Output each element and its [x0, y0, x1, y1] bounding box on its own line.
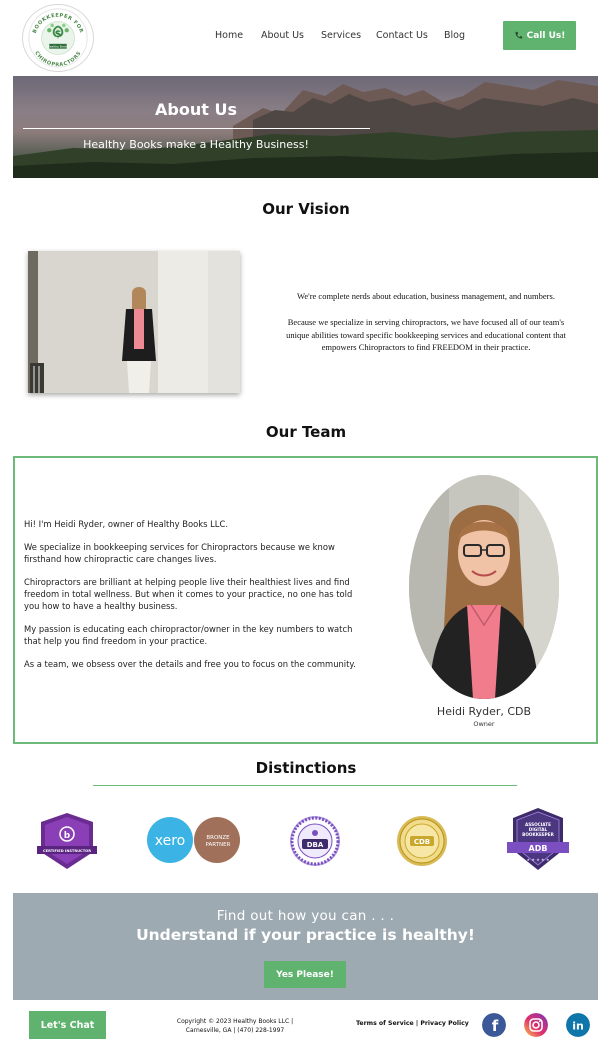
vision-title: Our Vision — [262, 200, 350, 218]
copyright-line: Copyright © 2023 Healthy Books LLC | — [176, 1018, 294, 1025]
facebook-icon[interactable] — [482, 1013, 506, 1037]
team-title: Our Team — [265, 423, 347, 441]
badge-label: CDB — [413, 838, 431, 846]
legal-separator: | — [415, 1020, 419, 1027]
vision-paragraph-2-line: unique abilities toward specific bookkeeping services and educational content that — [286, 329, 566, 340]
vision-paragraph-1: We're complete nerds about education, business management, and numbers. — [297, 291, 555, 301]
team-paragraph: We specialize in bookkeeping services for Chiropractors because we know firsthand how chiropractic care changes lives. — [24, 542, 335, 564]
adb-badge — [505, 806, 571, 872]
cta-line-1: Find out how you can . . . — [216, 908, 395, 924]
logo-graphic — [23, 5, 93, 71]
linkedin-icon[interactable] — [566, 1013, 590, 1037]
svg-text:b: b — [63, 831, 71, 841]
vision-paragraph-2 — [262, 316, 590, 354]
team-paragraph: My passion is educating each chiropractor/owner in the key numbers to watch that help you find freedom in your practice. — [24, 624, 353, 646]
nav-home[interactable]: Home — [215, 30, 244, 41]
team-paragraph: As a team, we obsess over the details and free you to focus on the community. — [24, 659, 356, 669]
call-us-button[interactable] — [503, 21, 576, 50]
cta-line-2: Understand if your practice is healthy! — [136, 926, 475, 944]
svg-text:f: f — [491, 1017, 499, 1035]
hero-divider — [23, 128, 370, 129]
svg-text:in: in — [572, 1019, 584, 1033]
bookkeeper-certified-instructor-badge — [37, 812, 97, 870]
nav-contact-us[interactable]: Contact Us — [376, 30, 428, 41]
badge-line: ASSOCIATE — [525, 822, 551, 827]
partner-line: PARTNER — [205, 842, 231, 848]
partner-line: BRONZE — [206, 835, 230, 841]
mountain-landscape-image — [13, 76, 598, 178]
nav-about-us[interactable]: About Us — [261, 30, 305, 41]
vision-paragraph-2-line: Because we specialize in serving chiropractors, we have focused all of our team's — [287, 317, 565, 327]
site-logo[interactable] — [22, 4, 94, 72]
yes-please-button[interactable]: Yes Please! — [264, 961, 346, 988]
logo-ring-text-top: BOOKKEEPER FOR — [31, 12, 85, 35]
team-paragraph: Chiropractors are brilliant at helping people live their healthiest lives and find freedom in total wellness. But when it comes to your practice, no one has told you how to have a healthy business. — [24, 577, 353, 611]
distinctions-title: Distinctions — [255, 759, 357, 777]
lets-chat-button[interactable]: Let's Chat — [29, 1011, 106, 1039]
nav-blog[interactable]: Blog — [444, 30, 465, 41]
terms-link[interactable]: Terms of Service — [356, 1020, 414, 1027]
hero-title: About Us — [155, 100, 237, 119]
logo-ring-text-bottom: CHIROPRACTORS — [33, 50, 83, 69]
vision-photo — [28, 251, 240, 393]
legal-links — [356, 1020, 469, 1027]
team-member-photo — [409, 475, 559, 699]
dba-badge — [289, 815, 341, 867]
badge-label: DBA — [306, 841, 324, 849]
phone-icon — [514, 31, 523, 40]
team-member-name: Heidi Ryder, CDB — [436, 705, 532, 718]
logo-inner-label: Healthy Books — [47, 44, 69, 49]
team-member-role: Owner — [473, 720, 495, 728]
badge-line: BOOKKEEPER — [522, 832, 554, 837]
contact-line: Carnesville, GA | (470) 228-1997 — [185, 1027, 285, 1034]
xero-wordmark: xero — [154, 833, 186, 849]
xero-bronze-partner-badge — [146, 816, 242, 864]
privacy-link[interactable]: Privacy Policy — [420, 1020, 469, 1027]
hero-subtitle: Healthy Books make a Healthy Business! — [83, 138, 309, 151]
instagram-icon[interactable] — [524, 1013, 548, 1037]
cdb-badge — [396, 815, 448, 867]
vision-paragraph-2-line: empowers Chiropractors to find FREEDOM in their practice. — [321, 342, 531, 352]
hero-banner — [13, 76, 598, 178]
svg-text:★ ★ ★ ★ ★: ★ ★ ★ ★ ★ — [526, 857, 550, 862]
copyright — [160, 1017, 310, 1035]
site-header — [0, 0, 612, 74]
call-us-label: Call Us! — [526, 30, 566, 41]
badge-label: CERTIFIED INSTRUCTOR — [43, 849, 91, 853]
cta-banner — [13, 893, 598, 1000]
nav-services[interactable]: Services — [321, 30, 362, 41]
team-paragraph: Hi! I'm Heidi Ryder, owner of Healthy Books LLC. — [24, 519, 228, 529]
badge-label: ADB — [528, 844, 548, 853]
svg-text:$: $ — [54, 29, 62, 41]
badge-line: DIGITAL — [528, 827, 548, 832]
distinctions-divider — [93, 785, 517, 786]
